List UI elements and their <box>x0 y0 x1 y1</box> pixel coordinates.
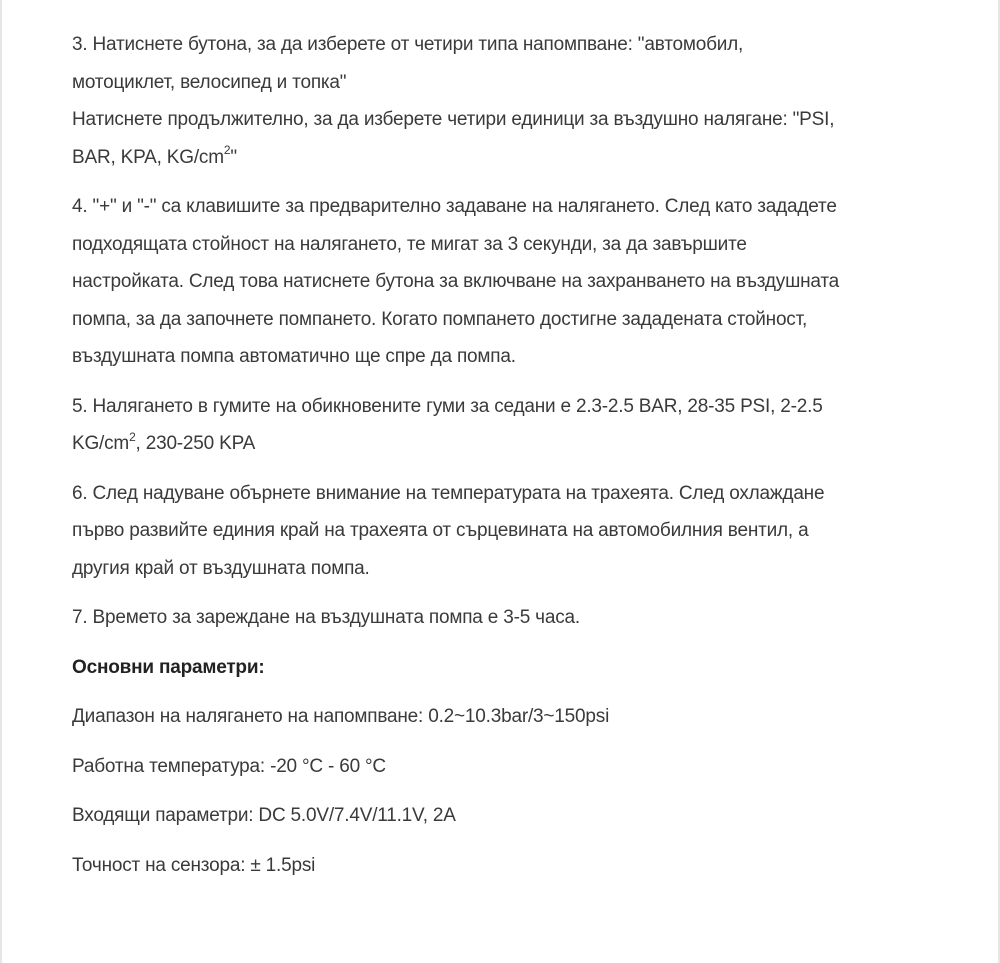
parameter-item: Диапазон на налягането на напомпване: 0.2~10.3bar/3~150psi <box>72 706 610 727</box>
step-3-line-2: мотоциклет, велосипед и топка" <box>72 71 347 93</box>
step-6-line-1: 6. След надуване обърнете внимание на температурата на трахеята. След охлаждане <box>72 482 825 504</box>
step-4-line-3: настройката. След това натиснете бутона за включване на захранването на въздушната <box>72 271 840 292</box>
step-3-line-1: 3. Натиснете бутона, за да изберете от четири типа напомпване: "автомобил, <box>72 34 744 55</box>
parameter-item: Входящи параметри: DC 5.0V/7.4V/11.1V, 2A <box>72 805 456 826</box>
step-5-line-2-end: , 230-250 KPA <box>135 433 256 454</box>
parameters-heading: Основни параметри: <box>72 656 265 678</box>
step-6-paragraph <box>72 475 952 588</box>
step-4-paragraph <box>72 188 952 376</box>
parameter-item: Работна температура: -20 °C - 60 °C <box>72 755 386 777</box>
step-5-superscript: 2 <box>129 429 136 444</box>
step-3-line-4-end: " <box>230 146 237 168</box>
step-7-paragraph <box>72 599 952 637</box>
step-6-line-2: първо развийте единия край на трахеята от сърцевината на автомобилния вентил, а <box>72 520 809 541</box>
step-7-line-1: 7. Времето за зареждане на въздушната помпа е 3-5 часа. <box>72 607 580 628</box>
step-5-line-2 <box>72 425 952 463</box>
step-3-paragraph <box>72 26 952 176</box>
step-5-paragraph <box>72 388 952 463</box>
step-4-line-1: 4. "+" и "-" са клавишите за предварително задаване на налягането. След като зададете <box>72 196 837 217</box>
step-4-line-4: помпа, за да започнете помпането. Когато помпането достигне зададената стойност, <box>72 308 808 330</box>
step-3-line-3: Натиснете продължително, за да изберете четири единици за въздушно налягане: "PSI, <box>72 109 835 130</box>
instructions-document <box>72 26 952 896</box>
parameter-item: Точност на сензора: ± 1.5psi <box>72 854 316 876</box>
step-5-line-1: 5. Налягането в гумите на обикновените гуми за седани е 2.3-2.5 BAR, 28-35 PSI, 2-2.5 <box>72 395 823 417</box>
step-6-line-3: другия край от въздушната помпа. <box>72 557 370 579</box>
step-3-line-4 <box>72 139 952 177</box>
step-4-line-5: въздушната помпа автоматично ще спре да помпа. <box>72 346 516 367</box>
step-4-line-2: подходящата стойност на налягането, те мигат за 3 секунди, за да завършите <box>72 233 747 255</box>
step-5-line-2-text: KG/cm <box>72 433 130 454</box>
step-3-line-4-text: BAR, KPA, KG/cm <box>72 146 224 168</box>
step-3-superscript: 2 <box>223 143 231 158</box>
left-edge-divider <box>0 0 2 963</box>
